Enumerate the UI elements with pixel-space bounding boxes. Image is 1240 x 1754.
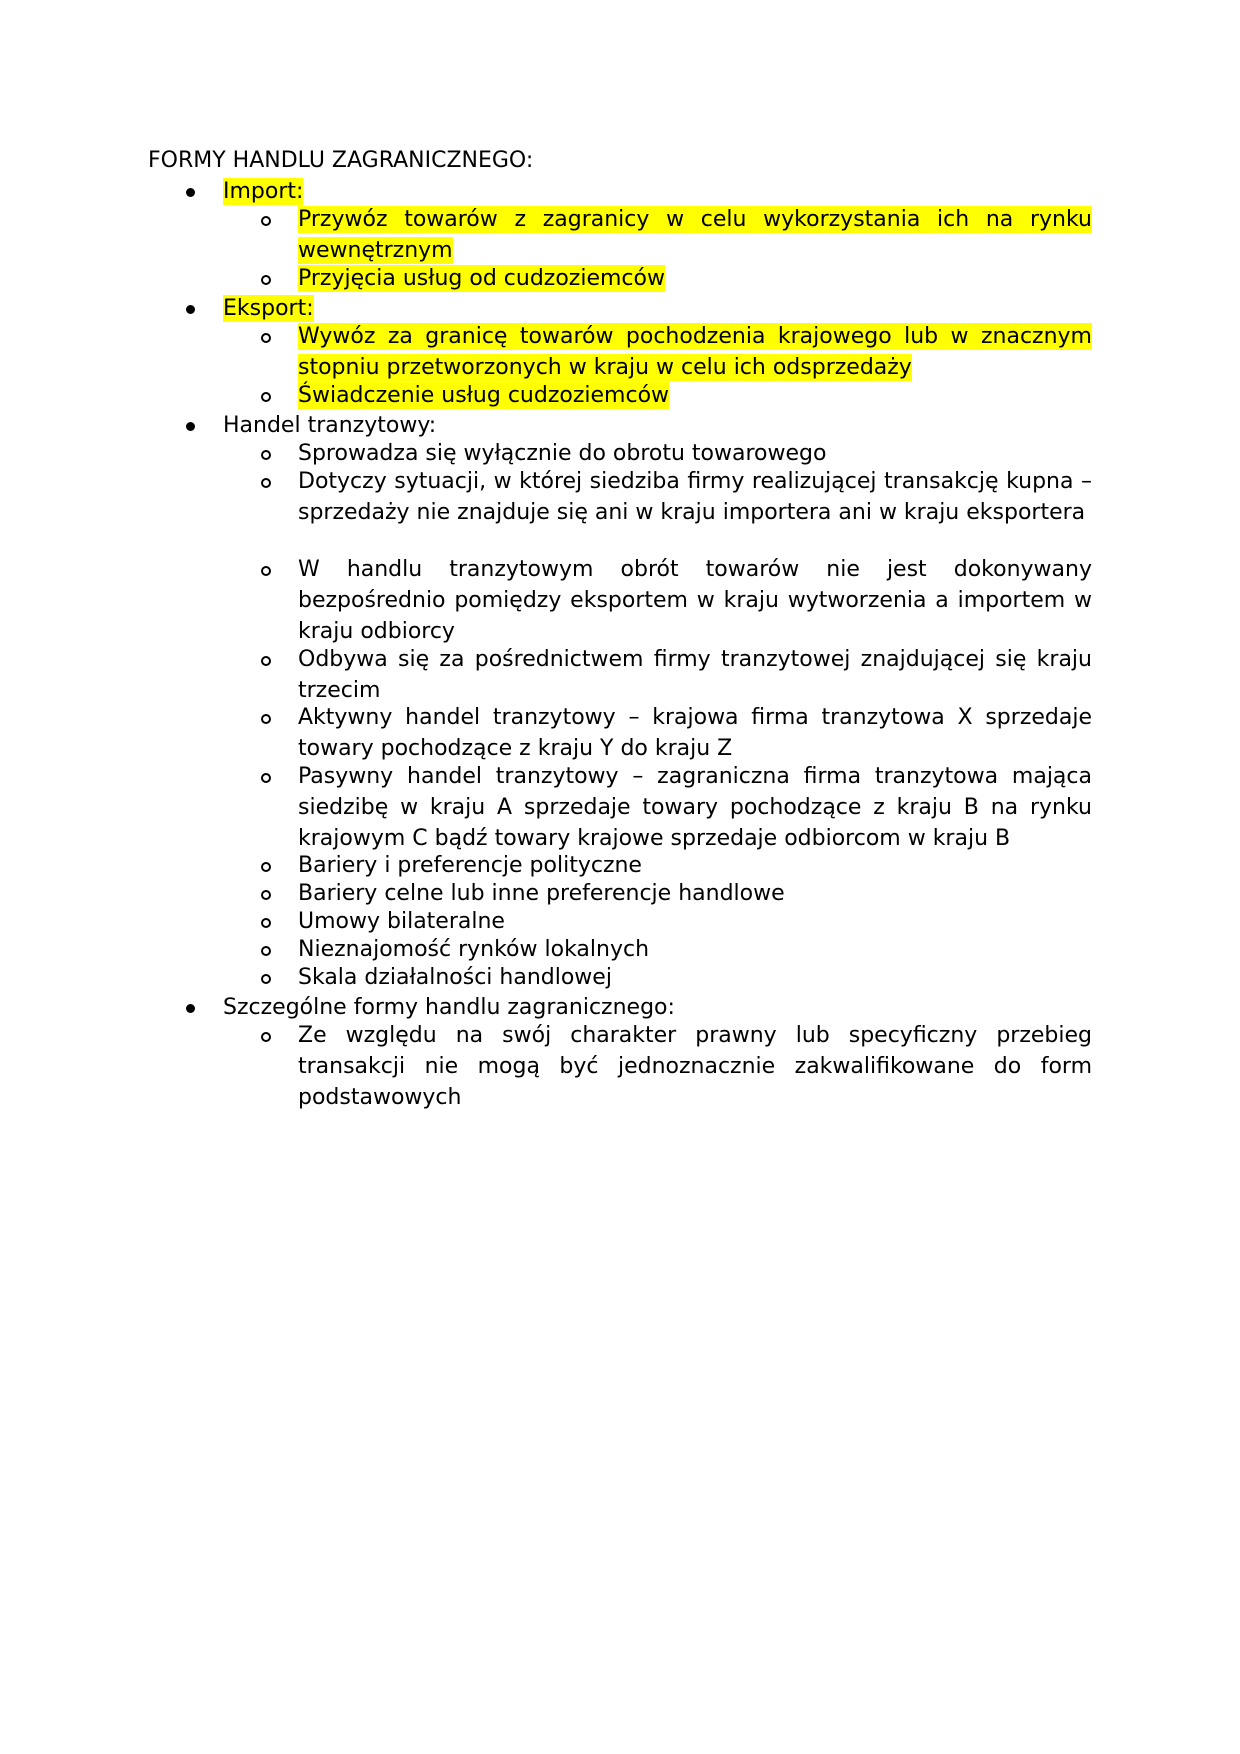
section-heading-eksport: [223, 293, 314, 324]
document-title: FORMY HANDLU ZAGRANICZNEGO:: [148, 148, 534, 173]
circle-bullet-icon: [261, 392, 271, 402]
list-item: Bariery celne lub inne preferencje handlowe: [298, 881, 785, 906]
bullet-icon: [186, 422, 195, 431]
list-item: Umowy bilateralne: [298, 909, 505, 934]
list-item: Ze względu na swój charakter prawny lub specyficzny przebieg transakcji nie mogą być jednoznacznie zakwalifikowane do form podstawowych: [298, 1023, 1092, 1110]
list-item: Aktywny handel tranzytowy – krajowa firma tranzytowa X sprzedaje towary pochodzące z kraju Y do kraju Z: [298, 705, 1092, 761]
list-item: Dotyczy sytuacji, w której siedziba firmy realizującej transakcję kupna – sprzedaży nie znajduje się ani w kraju importera ani w kraju eksportera: [298, 469, 1092, 525]
list-item: Bariery i preferencje polityczne: [298, 853, 642, 878]
circle-bullet-icon: [261, 862, 271, 872]
circle-bullet-icon: [261, 275, 271, 285]
section-heading-szczegolne-formy: Szczególne formy handlu zagranicznego:: [223, 995, 675, 1020]
circle-bullet-icon: [261, 478, 271, 488]
list-item-text: Przyjęcia usług od cudzoziemców: [298, 266, 665, 291]
list-item: [298, 321, 1092, 383]
list-item-text: Świadczenie usług cudzoziemców: [298, 383, 670, 408]
list-item: [298, 380, 1092, 411]
bullet-icon: [186, 305, 195, 314]
circle-bullet-icon: [261, 714, 271, 724]
circle-bullet-icon: [261, 974, 271, 984]
bullet-icon: [186, 1004, 195, 1013]
list-item-text: Przywóz towarów z zagranicy w celu wykorzystania ich na rynku wewnętrznym: [298, 207, 1092, 263]
circle-bullet-icon: [261, 450, 271, 460]
list-item: [298, 204, 1092, 266]
list-item: W handlu tranzytowym obrót towarów nie jest dokonywany bezpośrednio pomiędzy eksportem w kraju wytworzenia a importem w kraju odbiorcy: [298, 557, 1092, 644]
circle-bullet-icon: [261, 890, 271, 900]
circle-bullet-icon: [261, 773, 271, 783]
circle-bullet-icon: [261, 918, 271, 928]
circle-bullet-icon: [261, 656, 271, 666]
list-item: Pasywny handel tranzytowy – zagraniczna firma tranzytowa mająca siedzibę w kraju A sprzedaje towary pochodzące z kraju B na rynku krajowym C bądź towary krajowe sprzedaje odbiorcom w kraju B: [298, 764, 1092, 851]
circle-bullet-icon: [261, 566, 271, 576]
heading-text: Import:: [223, 179, 304, 204]
list-item: Skala działalności handlowej: [298, 965, 612, 990]
circle-bullet-icon: [261, 1032, 271, 1042]
bullet-icon: [186, 188, 195, 197]
circle-bullet-icon: [261, 333, 271, 343]
section-heading-handel-tranzytowy: Handel tranzytowy:: [223, 413, 437, 438]
heading-text: Eksport:: [223, 296, 314, 321]
section-heading-import: [223, 176, 303, 207]
list-item-text: Wywóz za granicę towarów pochodzenia krajowego lub w znacznym stopniu przetworzonych w kraju w celu ich odsprzedaży: [298, 324, 1092, 380]
circle-bullet-icon: [261, 946, 271, 956]
list-item: Sprowadza się wyłącznie do obrotu towarowego: [298, 441, 827, 466]
list-item: [298, 263, 1092, 294]
list-item: Odbywa się za pośrednictwem firmy tranzytowej znajdującej się kraju trzecim: [298, 647, 1092, 703]
list-item: Nieznajomość rynków lokalnych: [298, 937, 650, 962]
circle-bullet-icon: [261, 216, 271, 226]
